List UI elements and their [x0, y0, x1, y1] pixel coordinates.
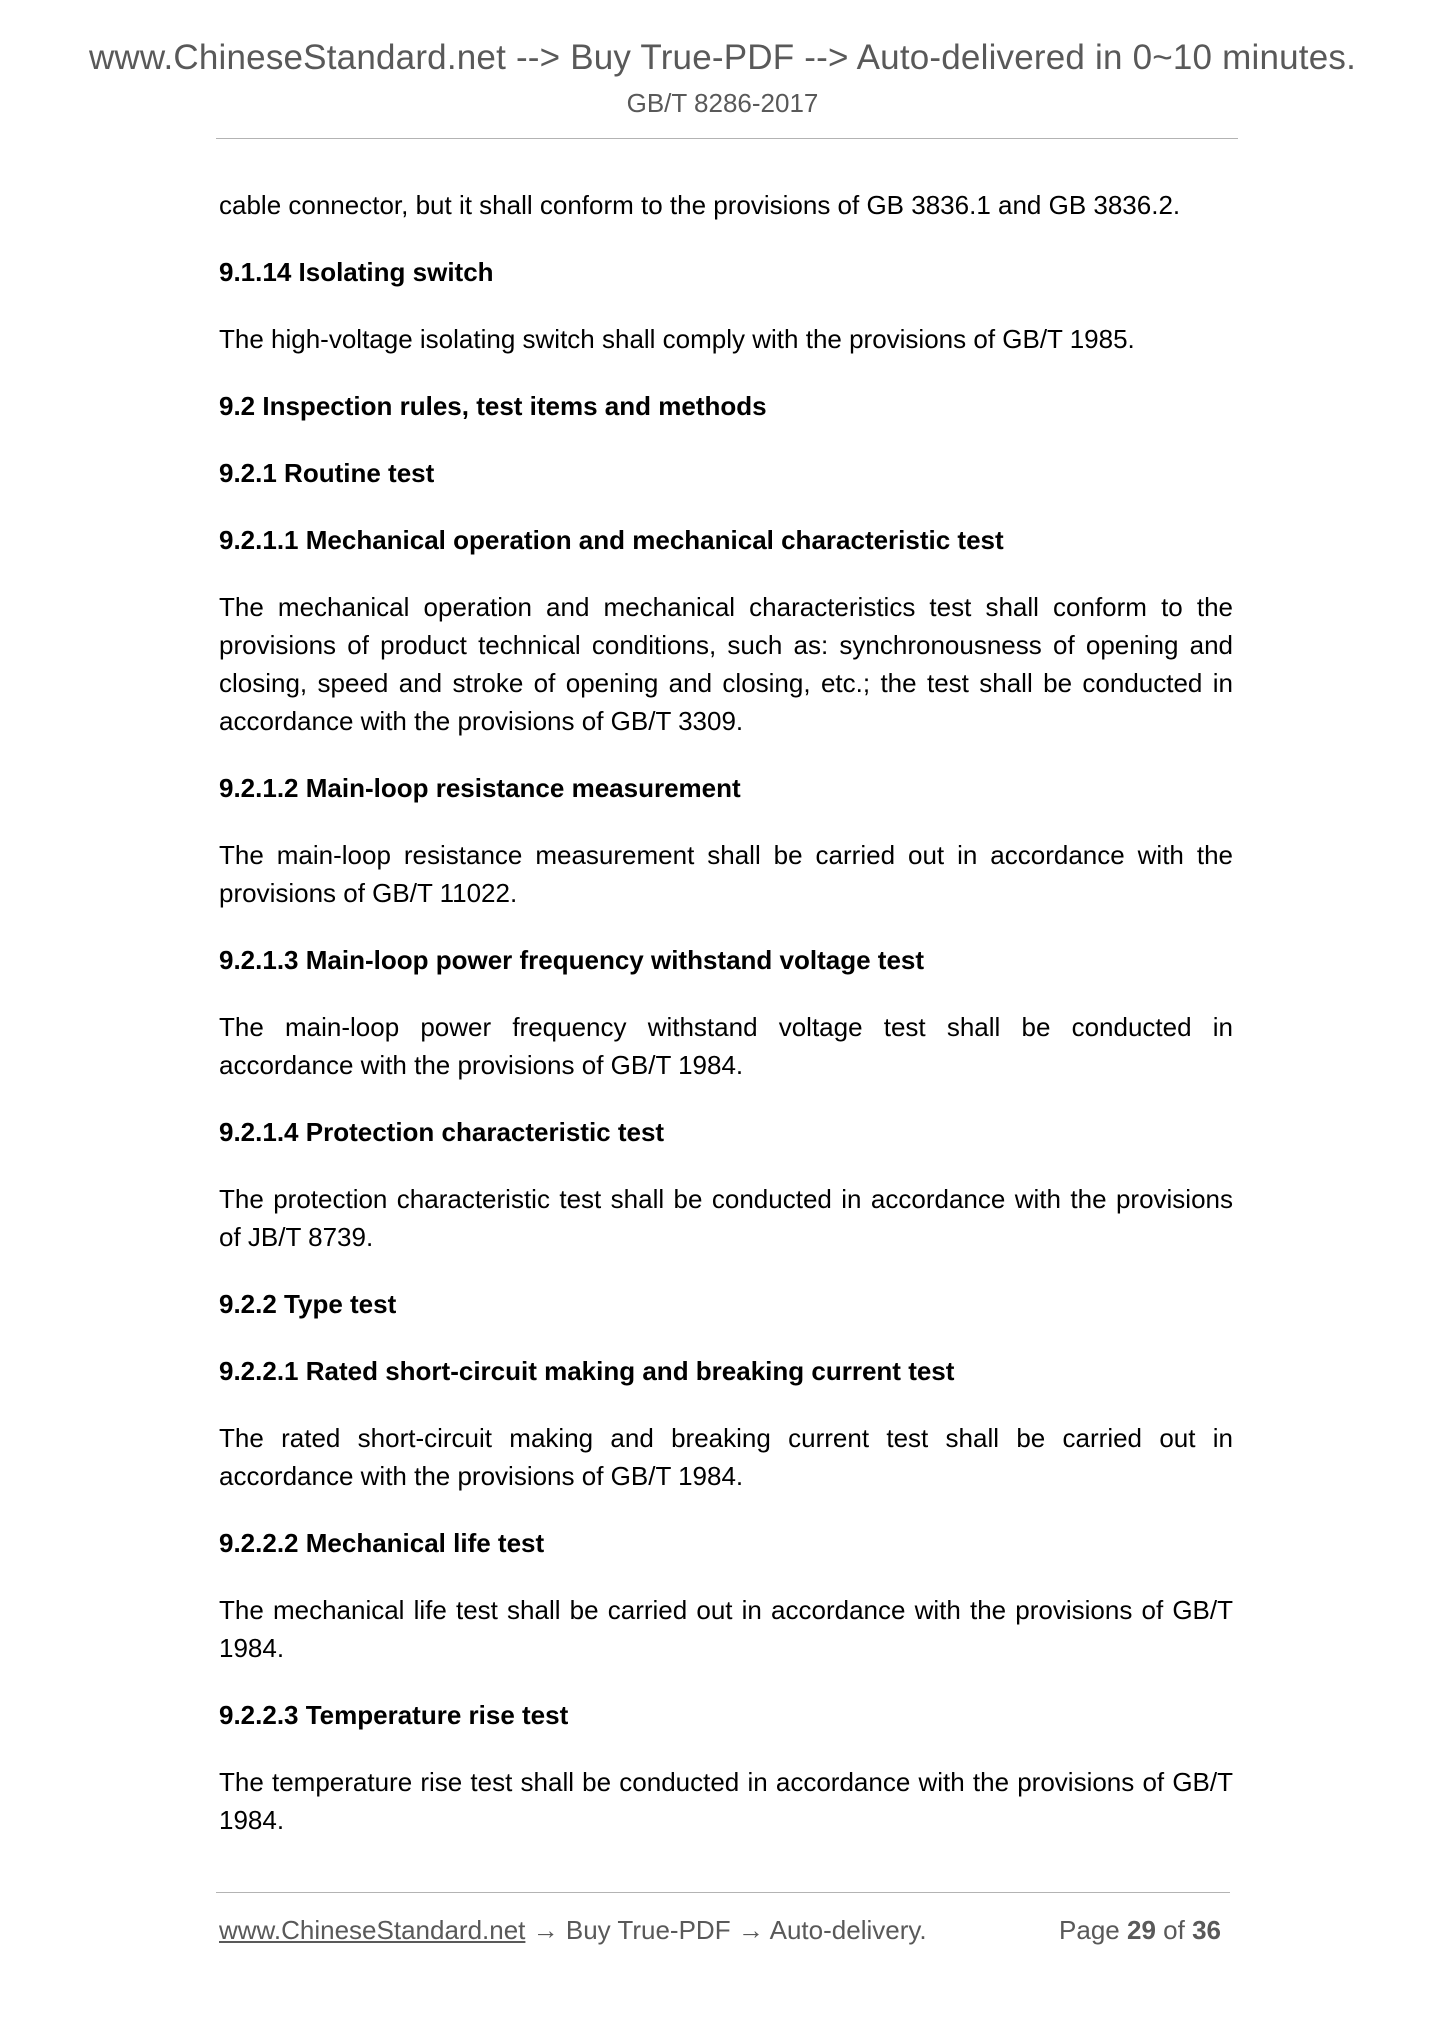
- section-paragraph: The mechanical life test shall be carried out in accordance with the provisions of GB/T 1984.: [219, 1595, 1233, 1663]
- page-current: 29: [1127, 1915, 1156, 1945]
- section-paragraph: The protection characteristic test shall be conducted in accordance with the provisions of JB/T 8739.: [219, 1184, 1233, 1252]
- footer-buy-text: Buy True-PDF: [565, 1915, 731, 1945]
- page-total: 36: [1192, 1915, 1221, 1945]
- section-heading: 9.2.1.1 Mechanical operation and mechanical characteristic test: [219, 525, 1004, 555]
- document-body: [219, 186, 1233, 1868]
- section-paragraph: The mechanical operation and mechanical characteristics test shall conform to the provisions of product technical conditions, such as: synchronousness of opening and closing, speed and stroke of opening and closing, etc.; the test shall be conducted in accordance with the provisions of GB/T 3309.: [219, 592, 1233, 736]
- arrow-right-icon: →: [737, 1915, 764, 1945]
- section-heading: 9.2.1 Routine test: [219, 458, 435, 488]
- page-of-label: of: [1163, 1915, 1185, 1945]
- section-heading: 9.2.1.3 Main-loop power frequency withstand voltage test: [219, 945, 925, 975]
- arrow-right-icon: →: [532, 1915, 559, 1945]
- section-heading: 9.2.2 Type test: [219, 1289, 397, 1319]
- header-title: www.ChineseStandard.net --> Buy True-PDF --> Auto-delivered in 0~10 minutes.: [88, 38, 1357, 77]
- section-heading: 9.2.2.3 Temperature rise test: [219, 1700, 569, 1730]
- section-heading: 9.2.1.2 Main-loop resistance measurement: [219, 773, 741, 803]
- section-paragraph: The rated short-circuit making and breaking current test shall be carried out in accordance with the provisions of GB/T 1984.: [219, 1423, 1233, 1491]
- section-paragraph: The temperature rise test shall be conducted in accordance with the provisions of GB/T 1984.: [219, 1767, 1233, 1835]
- section-heading: 9.2.2.2 Mechanical life test: [219, 1528, 545, 1558]
- footer: [219, 1912, 1233, 1948]
- intro-paragraph: cable connector, but it shall conform to the provisions of GB 3836.1 and GB 3836.2.: [219, 190, 1181, 220]
- document-code: GB/T 8286-2017: [626, 88, 819, 118]
- section-paragraph: The main-loop power frequency withstand voltage test shall be conducted in accordance with the provisions of GB/T 1984.: [219, 1012, 1233, 1080]
- section-heading: 9.1.14 Isolating switch: [219, 257, 494, 287]
- footer-divider: [216, 1892, 1230, 1893]
- section-paragraph: The main-loop resistance measurement shall be carried out in accordance with the provisions of GB/T 11022.: [219, 840, 1233, 908]
- footer-site-link[interactable]: www.ChineseStandard.net: [219, 1915, 526, 1945]
- page-label: Page: [1059, 1915, 1120, 1945]
- footer-delivery-text: Auto-delivery.: [769, 1915, 927, 1945]
- section-heading: 9.2.2.1 Rated short-circuit making and breaking current test: [219, 1356, 955, 1386]
- header-divider: [216, 138, 1238, 139]
- section-paragraph: The high-voltage isolating switch shall comply with the provisions of GB/T 1985.: [219, 324, 1135, 354]
- section-heading: 9.2.1.4 Protection characteristic test: [219, 1117, 665, 1147]
- section-heading: 9.2 Inspection rules, test items and methods: [219, 391, 767, 421]
- page-number: [1059, 1912, 1221, 1948]
